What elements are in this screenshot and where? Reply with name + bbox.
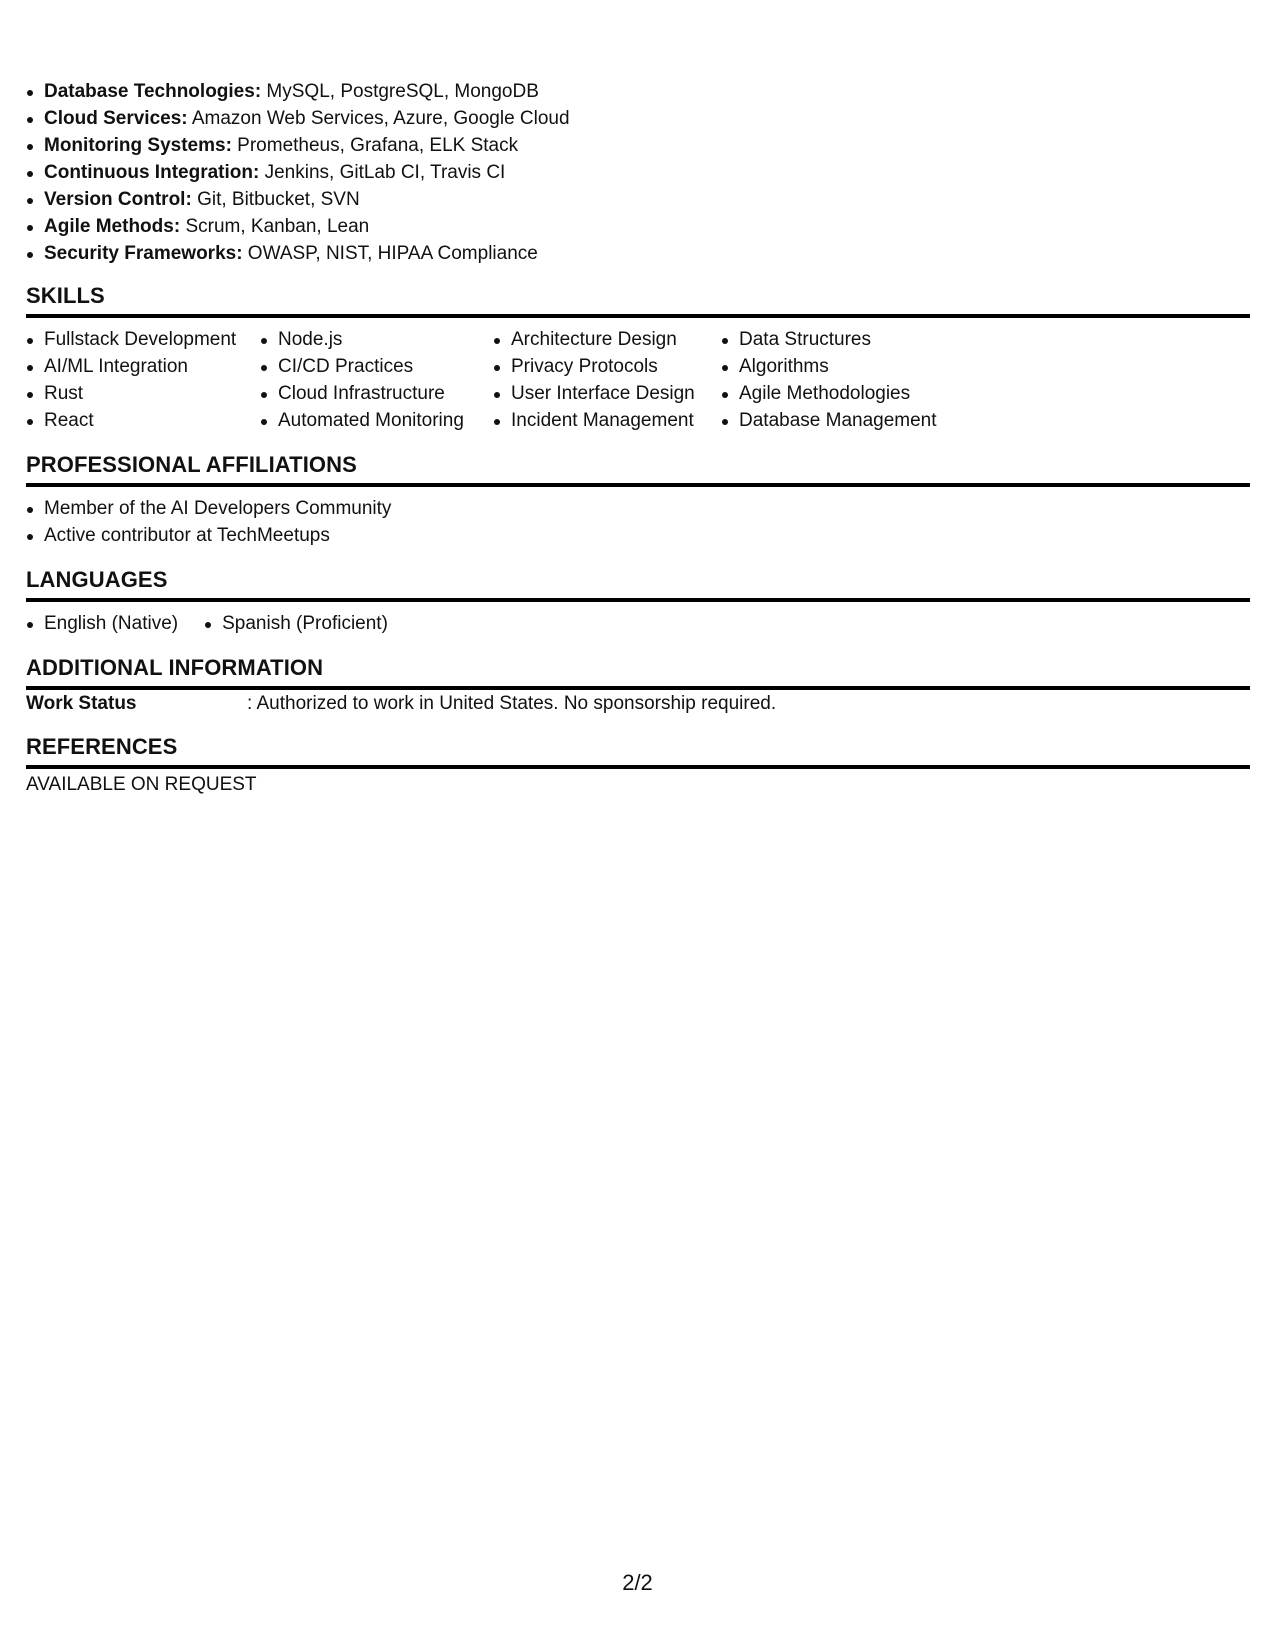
list-item [26, 186, 1250, 213]
page-number: 2/2 [622, 1570, 653, 1595]
tech-value: Git, Bitbucket, SVN [191, 189, 360, 210]
tech-value: Jenkins, GitLab CI, Travis CI [259, 162, 506, 183]
references-heading: REFERENCES [26, 724, 1250, 769]
list-item [26, 132, 1250, 159]
affiliation-item: Member of the AI Developers Community [26, 495, 1250, 522]
skill-item: CI/CD Practices [260, 353, 493, 380]
languages-section [26, 557, 1250, 637]
languages-heading: LANGUAGES [26, 557, 1250, 602]
skill-item: Data Structures [721, 326, 981, 353]
skill-item: User Interface Design [493, 380, 721, 407]
tech-value: OWASP, NIST, HIPAA Compliance [242, 243, 538, 264]
tech-term: Security Frameworks: [44, 243, 243, 264]
resume-page [26, 78, 1250, 797]
tech-term: Version Control: [44, 189, 192, 210]
affiliation-item: Active contributor at TechMeetups [26, 522, 1250, 549]
tech-value: Prometheus, Grafana, ELK Stack [231, 135, 519, 156]
additional-info-section [26, 645, 1250, 716]
skills-column [721, 326, 981, 434]
skills-column [260, 326, 493, 434]
additional-info-heading: ADDITIONAL INFORMATION [26, 645, 1250, 690]
list-item [26, 105, 1250, 132]
work-status-value: : Authorized to work in United States. No sponsorship required. [247, 693, 777, 714]
references-text: AVAILABLE ON REQUEST [26, 774, 257, 795]
tech-value: Scrum, Kanban, Lean [180, 216, 370, 237]
skills-section [26, 273, 1250, 434]
work-status-label: Work Status [26, 693, 137, 714]
skill-item: Cloud Infrastructure [260, 380, 493, 407]
list-item [26, 159, 1250, 186]
tech-term: Database Technologies: [44, 81, 262, 102]
skill-item: Privacy Protocols [493, 353, 721, 380]
tech-term: Monitoring Systems: [44, 135, 232, 156]
skills-grid [26, 318, 1250, 434]
skill-item: Incident Management [493, 407, 721, 434]
list-item [26, 213, 1250, 240]
skill-item: Algorithms [721, 353, 981, 380]
affiliations-list [26, 487, 1250, 549]
skills-column [493, 326, 721, 434]
affiliations-section [26, 442, 1250, 549]
skill-item: Node.js [260, 326, 493, 353]
tech-value: MySQL, PostgreSQL, MongoDB [261, 81, 539, 102]
skill-item: Agile Methodologies [721, 380, 981, 407]
skill-item: Database Management [721, 407, 981, 434]
languages-list [26, 602, 1250, 637]
skill-item: Architecture Design [493, 326, 721, 353]
tech-value: Amazon Web Services, Azure, Google Cloud [187, 108, 570, 129]
tech-term: Continuous Integration: [44, 162, 260, 183]
skills-column [26, 326, 260, 434]
tech-term: Cloud Services: [44, 108, 188, 129]
language-item: Spanish (Proficient) [204, 610, 388, 637]
work-status-row [26, 690, 1250, 716]
skills-heading: SKILLS [26, 273, 1250, 318]
affiliations-heading: PROFESSIONAL AFFILIATIONS [26, 442, 1250, 487]
skill-item: React [26, 407, 260, 434]
skill-item: Rust [26, 380, 260, 407]
skill-item: Fullstack Development [26, 326, 260, 353]
tech-term: Agile Methods: [44, 216, 181, 237]
skill-item: AI/ML Integration [26, 353, 260, 380]
list-item [26, 240, 1250, 267]
skill-item: Automated Monitoring [260, 407, 493, 434]
references-section [26, 724, 1250, 797]
technologies-list [26, 78, 1250, 267]
list-item [26, 78, 1250, 105]
language-item: English (Native) [26, 610, 178, 637]
